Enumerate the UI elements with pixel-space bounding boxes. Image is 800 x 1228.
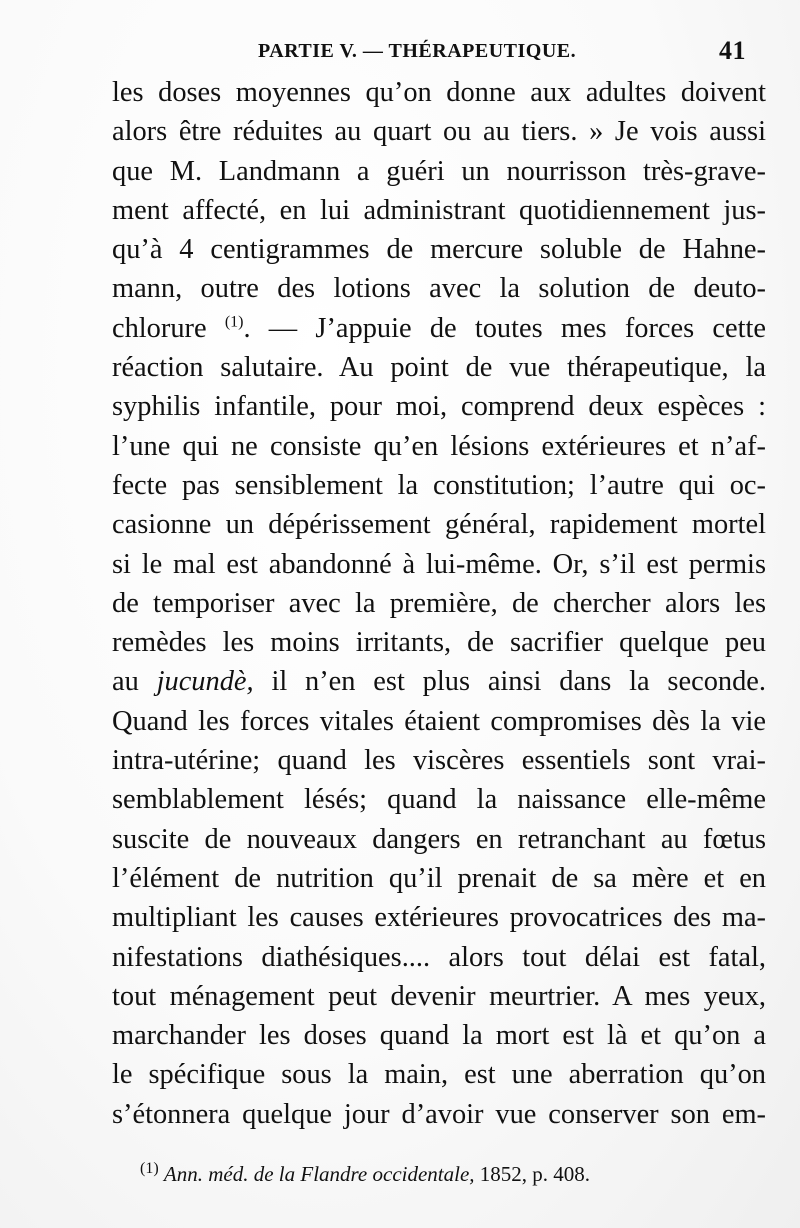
text-line: remèdes les moins irritants, de sacrifier quelque peu bbox=[112, 627, 766, 659]
footnote-source: Ann. méd. de la Flandre occidentale, bbox=[163, 1162, 475, 1186]
text-fragment: chlorure bbox=[112, 312, 207, 344]
page-number: 41 bbox=[719, 36, 746, 65]
text-line: marchander les doses quand la mort est là et qu’on a bbox=[112, 1020, 766, 1052]
text-line: qu’à 4 centigrammes de mercure soluble de Hahne- bbox=[112, 234, 766, 266]
text-line: de temporiser avec la première, de chercher alors les bbox=[112, 587, 766, 619]
text-line: fecte pas sensiblement la constitution; l’autre qui oc- bbox=[112, 469, 766, 501]
text-line-with-italic bbox=[112, 662, 766, 701]
text-fragment: . — J’appuie de toutes mes forces cette bbox=[243, 312, 766, 344]
text-fragment: il n’en est plus ainsi dans la seconde. bbox=[271, 666, 766, 698]
footnote bbox=[140, 1162, 740, 1187]
running-head bbox=[112, 36, 762, 70]
text-line: semblablement lésés; quand la naissance elle-même bbox=[112, 784, 766, 816]
text-fragment: au bbox=[112, 666, 139, 698]
text-line: l’élément de nutrition qu’il prenait de sa mère et en bbox=[112, 862, 766, 894]
footnote-marker: (1) bbox=[140, 1160, 159, 1177]
text-line: réaction salutaire. Au point de vue thérapeutique, la bbox=[112, 352, 766, 384]
text-line-with-footnote-ref bbox=[112, 309, 766, 348]
text-line: alors être réduites au quart ou au tiers. » Je vois aussi bbox=[112, 116, 766, 148]
italic-word: jucundè, bbox=[156, 666, 254, 698]
text-line: nifestations diathésiques.... alors tout délai est fatal, bbox=[112, 941, 766, 973]
running-head-title: PARTIE V. — THÉRAPEUTIQUE. bbox=[258, 40, 577, 62]
text-line: que M. Landmann a guéri un nourrisson très-grave- bbox=[112, 155, 766, 187]
text-line: Quand les forces vitales étaient compromises dès la vie bbox=[112, 705, 766, 737]
text-line: mann, outre des lotions avec la solution de deuto- bbox=[112, 273, 766, 305]
text-line: les doses moyennes qu’on donne aux adultes doivent bbox=[112, 77, 766, 108]
text-line: le spécifique sous la main, est une aberration qu’on bbox=[112, 1059, 766, 1091]
text-line: si le mal est abandonné à lui-même. Or, s’il est permis bbox=[112, 548, 766, 580]
text-line: ment affecté, en lui administrant quotidiennement jus- bbox=[112, 194, 766, 226]
text-line: s’étonnera quelque jour d’avoir vue conserver son em- bbox=[112, 1098, 766, 1130]
text-line: multipliant les causes extérieures provocatrices des ma- bbox=[112, 902, 766, 934]
text-line: l’une qui ne consiste qu’en lésions extérieures et n’af- bbox=[112, 430, 766, 462]
text-line: intra-utérine; quand les viscères essentiels sont vrai- bbox=[112, 745, 766, 777]
footnote-reference: (1) bbox=[224, 313, 244, 331]
body-text bbox=[112, 73, 766, 1134]
footnote-details: 1852, p. 408. bbox=[479, 1162, 591, 1186]
text-line: tout ménagement peut devenir meurtrier. A mes yeux, bbox=[112, 980, 766, 1012]
text-line: syphilis infantile, pour moi, comprend deux espèces : bbox=[112, 391, 766, 423]
text-line: suscite de nouveaux dangers en retranchant au fœtus bbox=[112, 823, 766, 855]
text-line: casionne un dépérissement général, rapidement mortel bbox=[112, 509, 766, 541]
